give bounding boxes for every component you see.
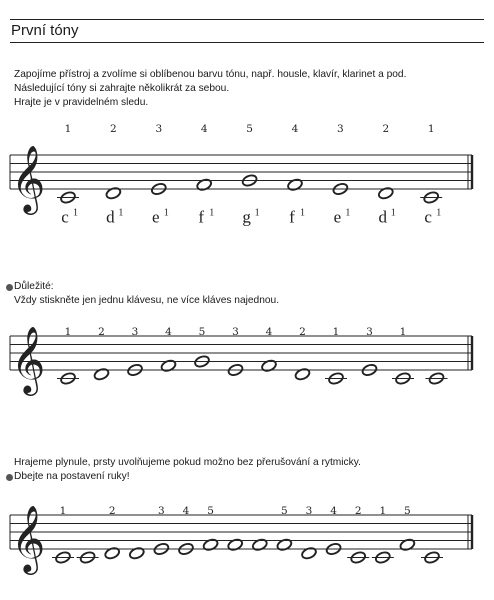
finger-number: 3 (131, 326, 139, 338)
finger-number: 1 (427, 123, 435, 135)
finger-number: 2 (98, 326, 105, 338)
intro-line: Zapojíme přístroj a zvolíme si oblíbenou barvu tónu, např. housle, klavír, klarinet a pod. (14, 69, 407, 80)
note-name: c (424, 207, 432, 227)
note-octave: 1 (209, 207, 215, 219)
note-name: d (378, 207, 388, 227)
note-octave: 1 (254, 207, 260, 219)
note-octave: 1 (163, 207, 169, 219)
finger-number: 5 (198, 326, 206, 338)
finger-number: 1 (379, 505, 387, 517)
finger-number: 4 (200, 123, 208, 135)
whole-note (287, 178, 304, 192)
note-octave: 1 (300, 207, 305, 219)
note-octave: 1 (73, 207, 78, 219)
finger-number: 2 (299, 326, 306, 338)
note-name: g (242, 207, 251, 227)
whole-note (128, 546, 145, 560)
whole-note (104, 546, 121, 560)
finger-number: 2 (108, 505, 116, 517)
note-octave: 1 (390, 207, 396, 219)
top-rule (10, 19, 484, 20)
finger-number: 3 (158, 505, 165, 517)
finger-number: 4 (330, 505, 337, 517)
whole-note (276, 538, 293, 552)
intro-line: Hrajte je v pravidelném sledu. (14, 97, 149, 108)
finger-number: 3 (232, 326, 239, 338)
finger-number: 1 (59, 505, 67, 517)
finger-number: 5 (246, 123, 253, 135)
whole-note (105, 186, 122, 200)
note-name: d (106, 207, 115, 227)
note-name: e (333, 207, 342, 227)
intro-line: Následující tóny si zahrajte několikrát za sebou. (14, 83, 230, 94)
finger-number: 5 (207, 505, 214, 517)
finger-number: 4 (182, 505, 190, 517)
whole-note (227, 538, 244, 552)
staff-exercise-1 (0, 123, 494, 240)
note-name: f (198, 207, 205, 227)
finger-number: 4 (265, 326, 273, 338)
staff-exercise-3 (0, 497, 494, 597)
finger-number: 3 (337, 123, 344, 135)
finger-number: 2 (110, 123, 117, 135)
finger-number: 4 (165, 326, 172, 338)
important-note (14, 280, 279, 308)
finger-number: 3 (155, 123, 163, 135)
treble-clef-icon: 𝄞 (11, 144, 46, 212)
title-rule (10, 42, 484, 43)
whole-note (202, 538, 219, 552)
bullet-icon (6, 284, 13, 291)
finger-number: 2 (354, 505, 362, 517)
note-octave: 1 (436, 207, 442, 219)
whole-note (251, 538, 268, 552)
playing-line: Hrajeme plynule, prsty uvolňujeme pokud možno bez přerušování a rytmicky. (14, 457, 361, 468)
finger-number: 5 (281, 505, 288, 517)
staff-exercise-2 (0, 322, 494, 412)
note-octave: 1 (118, 207, 124, 219)
whole-note (261, 359, 278, 373)
finger-number: 1 (399, 326, 407, 338)
treble-clef-icon: 𝄞 (11, 325, 46, 393)
page-title: První tóny (11, 22, 79, 39)
finger-number: 1 (64, 326, 72, 338)
playing-note (14, 456, 361, 484)
whole-note (399, 538, 416, 552)
finger-number: 1 (64, 123, 72, 135)
finger-number: 1 (332, 326, 340, 338)
whole-note (93, 367, 110, 381)
intro-text (14, 68, 406, 110)
finger-number: 2 (382, 123, 390, 135)
note-name: e (152, 207, 160, 227)
finger-number: 5 (404, 505, 411, 517)
note-name: c (61, 207, 69, 227)
bullet-icon (6, 474, 13, 481)
important-heading: Důležité: (14, 281, 54, 292)
whole-note (294, 367, 311, 381)
whole-note (377, 186, 394, 200)
finger-number: 3 (366, 326, 373, 338)
finger-number: 3 (305, 505, 313, 517)
note-octave: 1 (345, 207, 351, 219)
finger-number: 4 (291, 123, 299, 135)
whole-note (196, 178, 213, 192)
whole-note (160, 359, 177, 373)
important-text: Vždy stiskněte jen jednu klávesu, ne více kláves najednou. (14, 295, 280, 306)
treble-clef-icon: 𝄞 (11, 504, 46, 572)
whole-note (301, 546, 318, 560)
playing-line: Dbejte na postavení ruky! (14, 471, 130, 482)
note-name: f (289, 207, 295, 227)
